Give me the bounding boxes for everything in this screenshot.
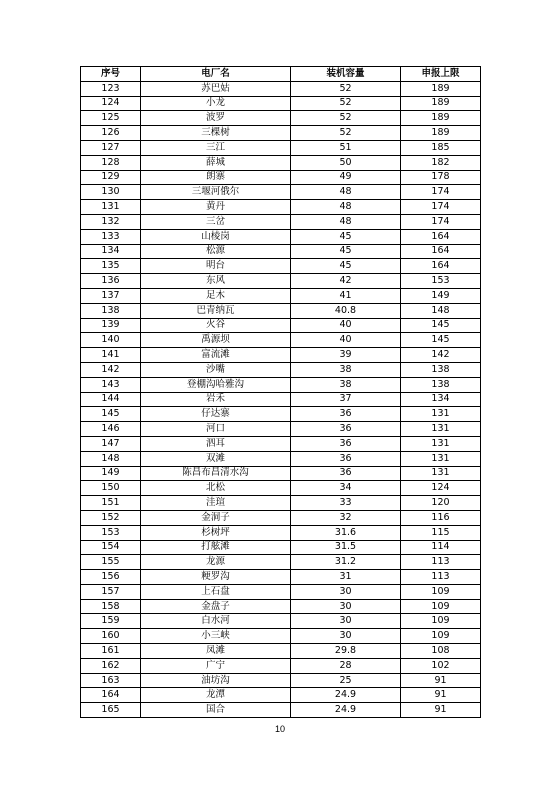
cell-plant-name: 仔达寨 [141,407,291,422]
cell-installed-capacity: 30 [291,584,401,599]
table-row [81,525,481,540]
cell-index: 127 [81,140,141,155]
cell-index: 125 [81,111,141,126]
cell-index: 155 [81,555,141,570]
table-row [81,170,481,185]
cell-index: 152 [81,510,141,525]
cell-installed-capacity: 40 [291,318,401,333]
cell-index: 126 [81,126,141,141]
table-row [81,229,481,244]
cell-index: 131 [81,200,141,215]
cell-declared-upper-limit: 189 [401,81,481,96]
cell-installed-capacity: 36 [291,451,401,466]
page-number: 10 [274,724,285,734]
cell-plant-name: 三堰河俄尔 [141,185,291,200]
cell-index: 151 [81,496,141,511]
cell-declared-upper-limit: 138 [401,362,481,377]
cell-declared-upper-limit: 91 [401,673,481,688]
cell-declared-upper-limit: 113 [401,570,481,585]
cell-declared-upper-limit: 189 [401,96,481,111]
cell-plant-name: 凤滩 [141,644,291,659]
table-row [81,584,481,599]
cell-plant-name: 国合 [141,703,291,718]
cell-plant-name: 油坊沟 [141,673,291,688]
cell-installed-capacity: 32 [291,510,401,525]
cell-plant-name: 金洞子 [141,510,291,525]
cell-index: 159 [81,614,141,629]
table-row [81,481,481,496]
cell-index: 162 [81,658,141,673]
table-row [81,348,481,363]
table-row [81,333,481,348]
cell-plant-name: 三江 [141,140,291,155]
cell-plant-name: 松源 [141,244,291,259]
table-row [81,555,481,570]
cell-plant-name: 杉树坪 [141,525,291,540]
cell-declared-upper-limit: 178 [401,170,481,185]
header-installed-capacity: 装机容量 [291,67,401,82]
cell-index: 130 [81,185,141,200]
cell-installed-capacity: 36 [291,436,401,451]
cell-plant-name: 巴青纳瓦 [141,303,291,318]
cell-index: 158 [81,599,141,614]
cell-declared-upper-limit: 91 [401,688,481,703]
cell-plant-name: 火谷 [141,318,291,333]
cell-index: 133 [81,229,141,244]
cell-index: 143 [81,377,141,392]
header-declared-upper-limit: 申报上限 [401,67,481,82]
table-row [81,303,481,318]
cell-index: 132 [81,214,141,229]
cell-index: 128 [81,155,141,170]
cell-plant-name: 黄丹 [141,200,291,215]
cell-installed-capacity: 33 [291,496,401,511]
table-row [81,688,481,703]
cell-plant-name: 河口 [141,422,291,437]
cell-declared-upper-limit: 102 [401,658,481,673]
cell-declared-upper-limit: 189 [401,111,481,126]
cell-installed-capacity: 36 [291,466,401,481]
cell-index: 135 [81,259,141,274]
cell-declared-upper-limit: 182 [401,155,481,170]
table-row [81,214,481,229]
table-row [81,451,481,466]
cell-index: 148 [81,451,141,466]
table-row [81,274,481,289]
cell-index: 160 [81,629,141,644]
cell-plant-name: 朗寨 [141,170,291,185]
table-row [81,407,481,422]
cell-plant-name: 岩禾 [141,392,291,407]
cell-declared-upper-limit: 145 [401,318,481,333]
cell-plant-name: 三棵树 [141,126,291,141]
cell-installed-capacity: 38 [291,377,401,392]
cell-installed-capacity: 48 [291,214,401,229]
cell-plant-name: 薛城 [141,155,291,170]
cell-index: 157 [81,584,141,599]
cell-index: 139 [81,318,141,333]
cell-declared-upper-limit: 164 [401,259,481,274]
table-header-row [81,67,481,82]
cell-plant-name: 广宁 [141,658,291,673]
cell-installed-capacity: 51 [291,140,401,155]
table-row [81,244,481,259]
cell-installed-capacity: 25 [291,673,401,688]
cell-plant-name: 金盘子 [141,599,291,614]
cell-declared-upper-limit: 124 [401,481,481,496]
cell-installed-capacity: 30 [291,629,401,644]
table-row [81,140,481,155]
table-row [81,126,481,141]
table-row [81,496,481,511]
cell-installed-capacity: 48 [291,200,401,215]
cell-declared-upper-limit: 109 [401,599,481,614]
cell-plant-name: 富流滩 [141,348,291,363]
cell-installed-capacity: 30 [291,614,401,629]
cell-installed-capacity: 40 [291,333,401,348]
cell-declared-upper-limit: 164 [401,244,481,259]
table-row [81,466,481,481]
cell-plant-name: 足木 [141,288,291,303]
header-index: 序号 [81,67,141,82]
cell-index: 142 [81,362,141,377]
cell-index: 137 [81,288,141,303]
cell-declared-upper-limit: 149 [401,288,481,303]
cell-index: 161 [81,644,141,659]
cell-index: 150 [81,481,141,496]
cell-installed-capacity: 50 [291,155,401,170]
cell-installed-capacity: 45 [291,259,401,274]
table-row [81,259,481,274]
cell-plant-name: 双滩 [141,451,291,466]
cell-installed-capacity: 45 [291,244,401,259]
cell-index: 156 [81,570,141,585]
cell-plant-name: 小三峡 [141,629,291,644]
cell-plant-name: 陈昌布昌清水沟 [141,466,291,481]
cell-declared-upper-limit: 91 [401,703,481,718]
cell-plant-name: 龙源 [141,555,291,570]
cell-plant-name: 禹源坝 [141,333,291,348]
cell-index: 136 [81,274,141,289]
cell-installed-capacity: 52 [291,126,401,141]
cell-declared-upper-limit: 145 [401,333,481,348]
cell-index: 165 [81,703,141,718]
cell-declared-upper-limit: 116 [401,510,481,525]
cell-declared-upper-limit: 134 [401,392,481,407]
cell-installed-capacity: 31.6 [291,525,401,540]
cell-installed-capacity: 28 [291,658,401,673]
cell-installed-capacity: 36 [291,422,401,437]
table-row [81,658,481,673]
cell-declared-upper-limit: 174 [401,185,481,200]
cell-declared-upper-limit: 108 [401,644,481,659]
cell-declared-upper-limit: 109 [401,629,481,644]
table-row [81,614,481,629]
cell-plant-name: 苏巴姑 [141,81,291,96]
cell-installed-capacity: 31.5 [291,540,401,555]
cell-plant-name: 三岔 [141,214,291,229]
table-row [81,703,481,718]
table-row [81,540,481,555]
cell-plant-name: 登棚沟哈雅沟 [141,377,291,392]
cell-plant-name: 山棱岗 [141,229,291,244]
cell-plant-name: 北松 [141,481,291,496]
cell-index: 141 [81,348,141,363]
cell-installed-capacity: 40.8 [291,303,401,318]
cell-installed-capacity: 38 [291,362,401,377]
cell-installed-capacity: 30 [291,599,401,614]
table-row [81,377,481,392]
cell-installed-capacity: 39 [291,348,401,363]
cell-declared-upper-limit: 131 [401,436,481,451]
cell-declared-upper-limit: 164 [401,229,481,244]
cell-index: 154 [81,540,141,555]
cell-installed-capacity: 49 [291,170,401,185]
cell-plant-name: 白水河 [141,614,291,629]
cell-installed-capacity: 52 [291,81,401,96]
cell-declared-upper-limit: 189 [401,126,481,141]
table-row [81,422,481,437]
cell-index: 140 [81,333,141,348]
cell-installed-capacity: 24.9 [291,703,401,718]
cell-installed-capacity: 31 [291,570,401,585]
cell-plant-name: 洼瑄 [141,496,291,511]
table-row [81,673,481,688]
cell-index: 146 [81,422,141,437]
table-row [81,111,481,126]
table-row [81,570,481,585]
cell-plant-name: 打舷滩 [141,540,291,555]
table-row [81,200,481,215]
cell-declared-upper-limit: 153 [401,274,481,289]
cell-installed-capacity: 24.9 [291,688,401,703]
cell-plant-name: 波罗 [141,111,291,126]
cell-declared-upper-limit: 142 [401,348,481,363]
cell-declared-upper-limit: 120 [401,496,481,511]
cell-declared-upper-limit: 109 [401,614,481,629]
cell-installed-capacity: 36 [291,407,401,422]
cell-installed-capacity: 52 [291,96,401,111]
table-row [81,629,481,644]
cell-index: 134 [81,244,141,259]
cell-installed-capacity: 48 [291,185,401,200]
cell-installed-capacity: 52 [291,111,401,126]
cell-declared-upper-limit: 148 [401,303,481,318]
table-row [81,288,481,303]
table-row [81,510,481,525]
cell-installed-capacity: 37 [291,392,401,407]
table-row [81,318,481,333]
table-row [81,599,481,614]
cell-declared-upper-limit: 109 [401,584,481,599]
cell-plant-name: 东风 [141,274,291,289]
cell-plant-name: 明台 [141,259,291,274]
cell-index: 153 [81,525,141,540]
cell-installed-capacity: 34 [291,481,401,496]
cell-index: 149 [81,466,141,481]
cell-plant-name: 龙潭 [141,688,291,703]
cell-installed-capacity: 29.8 [291,644,401,659]
cell-index: 129 [81,170,141,185]
table-row [81,185,481,200]
cell-declared-upper-limit: 174 [401,200,481,215]
cell-index: 138 [81,303,141,318]
cell-index: 164 [81,688,141,703]
cell-declared-upper-limit: 131 [401,466,481,481]
table-row [81,81,481,96]
cell-plant-name: 沙嘴 [141,362,291,377]
cell-installed-capacity: 45 [291,229,401,244]
cell-declared-upper-limit: 138 [401,377,481,392]
cell-installed-capacity: 42 [291,274,401,289]
cell-declared-upper-limit: 131 [401,451,481,466]
cell-declared-upper-limit: 174 [401,214,481,229]
cell-declared-upper-limit: 115 [401,525,481,540]
table-row [81,644,481,659]
cell-index: 123 [81,81,141,96]
cell-index: 163 [81,673,141,688]
table-row [81,362,481,377]
cell-plant-name: 小龙 [141,96,291,111]
cell-declared-upper-limit: 185 [401,140,481,155]
cell-plant-name: 泗耳 [141,436,291,451]
cell-index: 124 [81,96,141,111]
cell-declared-upper-limit: 114 [401,540,481,555]
cell-installed-capacity: 41 [291,288,401,303]
cell-declared-upper-limit: 131 [401,407,481,422]
cell-index: 145 [81,407,141,422]
table-row [81,155,481,170]
table-row [81,392,481,407]
table-row [81,96,481,111]
cell-declared-upper-limit: 131 [401,422,481,437]
cell-index: 144 [81,392,141,407]
power-plant-table [80,66,481,718]
cell-plant-name: 粳罗沟 [141,570,291,585]
cell-index: 147 [81,436,141,451]
table-row [81,436,481,451]
cell-installed-capacity: 31.2 [291,555,401,570]
cell-declared-upper-limit: 113 [401,555,481,570]
cell-plant-name: 上石盘 [141,584,291,599]
header-plant-name: 电厂名 [141,67,291,82]
